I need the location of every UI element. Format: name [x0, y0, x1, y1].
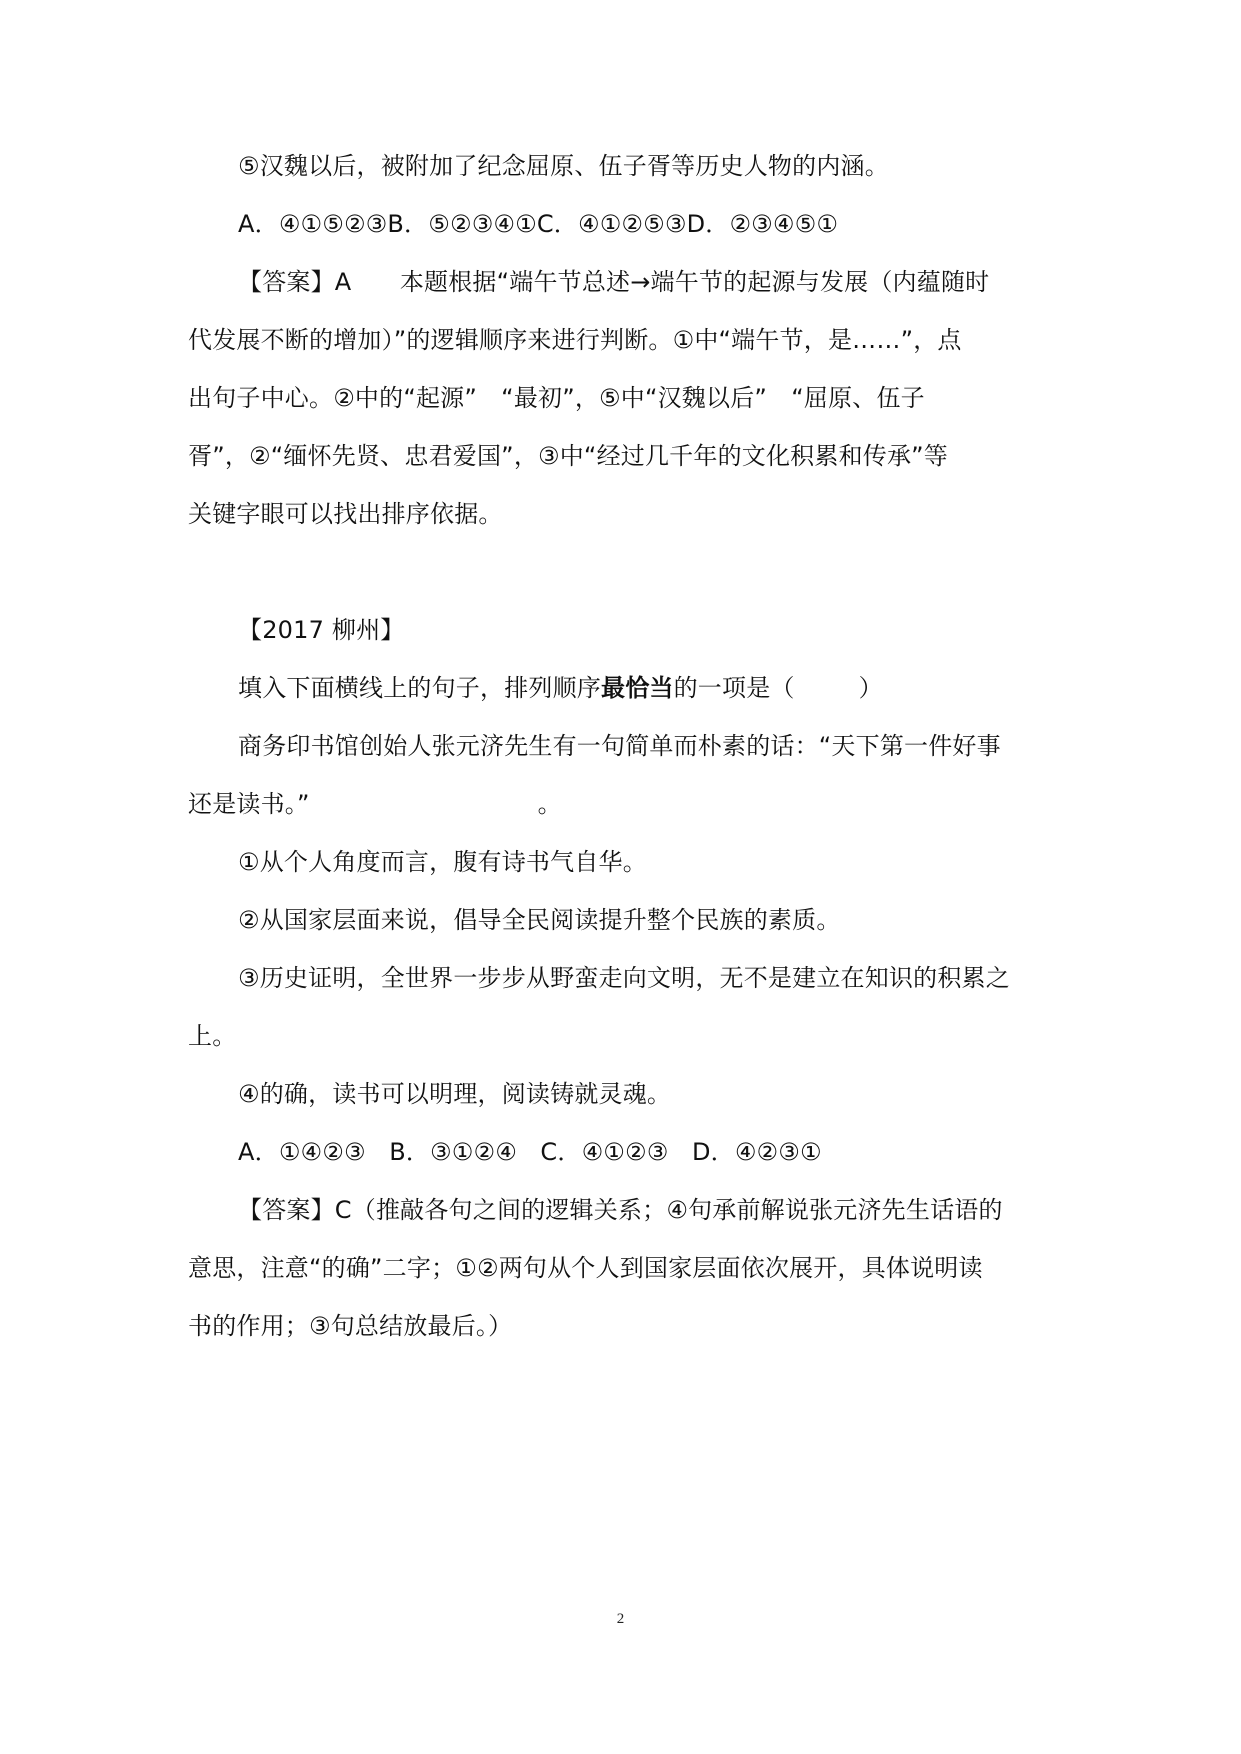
answer-line: 胥”，②“缅怀先贤、忠君爱国”，③中“经过几千年的文化积累和传承”等: [188, 442, 948, 470]
question-source: 【2017 柳州】: [238, 616, 405, 644]
page-number: 2: [616, 1611, 625, 1627]
answer-line: 【答案】A 本题根据“端午节总述→端午节的起源与发展（内蕴随时: [238, 268, 990, 296]
context-line-with-blank: [188, 789, 562, 819]
option-a: A．①④②③: [238, 1138, 366, 1166]
answer-line: 关键字眼可以找出排序依据。: [188, 500, 503, 528]
sentence-item: ③历史证明，全世界一步步从野蛮走向文明，无不是建立在知识的积累之: [238, 964, 1010, 992]
context-end-mark: 。: [537, 790, 562, 818]
answer-line: 【答案】C（推敲各句之间的逻辑关系；④句承前解说张元济先生话语的: [238, 1196, 1003, 1224]
option-d: D．④②③①: [691, 1138, 822, 1166]
sentence-item: ④的确，读书可以明理，阅读铸就灵魂。: [238, 1080, 672, 1108]
answer-options-1: A．④①⑤②③B．⑤②③④①C．④①②⑤③D．②③④⑤①: [238, 210, 839, 238]
sentence-item: ②从国家层面来说，倡导全民阅读提升整个民族的素质。: [238, 906, 841, 934]
sentence-5: ⑤汉魏以后，被附加了纪念屈原、伍子胥等历史人物的内涵。: [238, 152, 889, 180]
answer-line: 书的作用；③句总结放最后。）: [188, 1312, 513, 1340]
answer-options-2: [238, 1137, 822, 1167]
context-line: 商务印书馆创始人张元济先生有一句简单而朴素的话：“天下第一件好事: [238, 732, 1001, 760]
context-text: 还是读书。”: [188, 790, 310, 818]
answer-line: 代发展不断的增加）”的逻辑顺序来进行判断。①中“端午节，是……”，点: [188, 326, 962, 354]
question-close-paren: ）: [858, 674, 883, 702]
sentence-item: ①从个人角度而言，腹有诗书气自华。: [238, 848, 647, 876]
answer-line: 意思，注意“的确”二字；①②两句从个人到国家层面依次展开，具体说明读: [188, 1254, 983, 1282]
question-stem-text-end: 的一项是（: [673, 674, 795, 702]
question-stem-text: 填入下面横线上的句子，排列顺序: [238, 674, 601, 702]
sentence-item-wrap: 上。: [188, 1022, 237, 1050]
option-b: B．③①②④: [389, 1138, 517, 1166]
question-emphasis: 最恰当: [601, 674, 674, 702]
option-c: C．④①②③: [540, 1138, 669, 1166]
question-stem: [238, 673, 883, 703]
answer-line: 出句子中心。②中的“起源” “最初”，⑤中“汉魏以后” “屈原、伍子: [188, 384, 925, 412]
